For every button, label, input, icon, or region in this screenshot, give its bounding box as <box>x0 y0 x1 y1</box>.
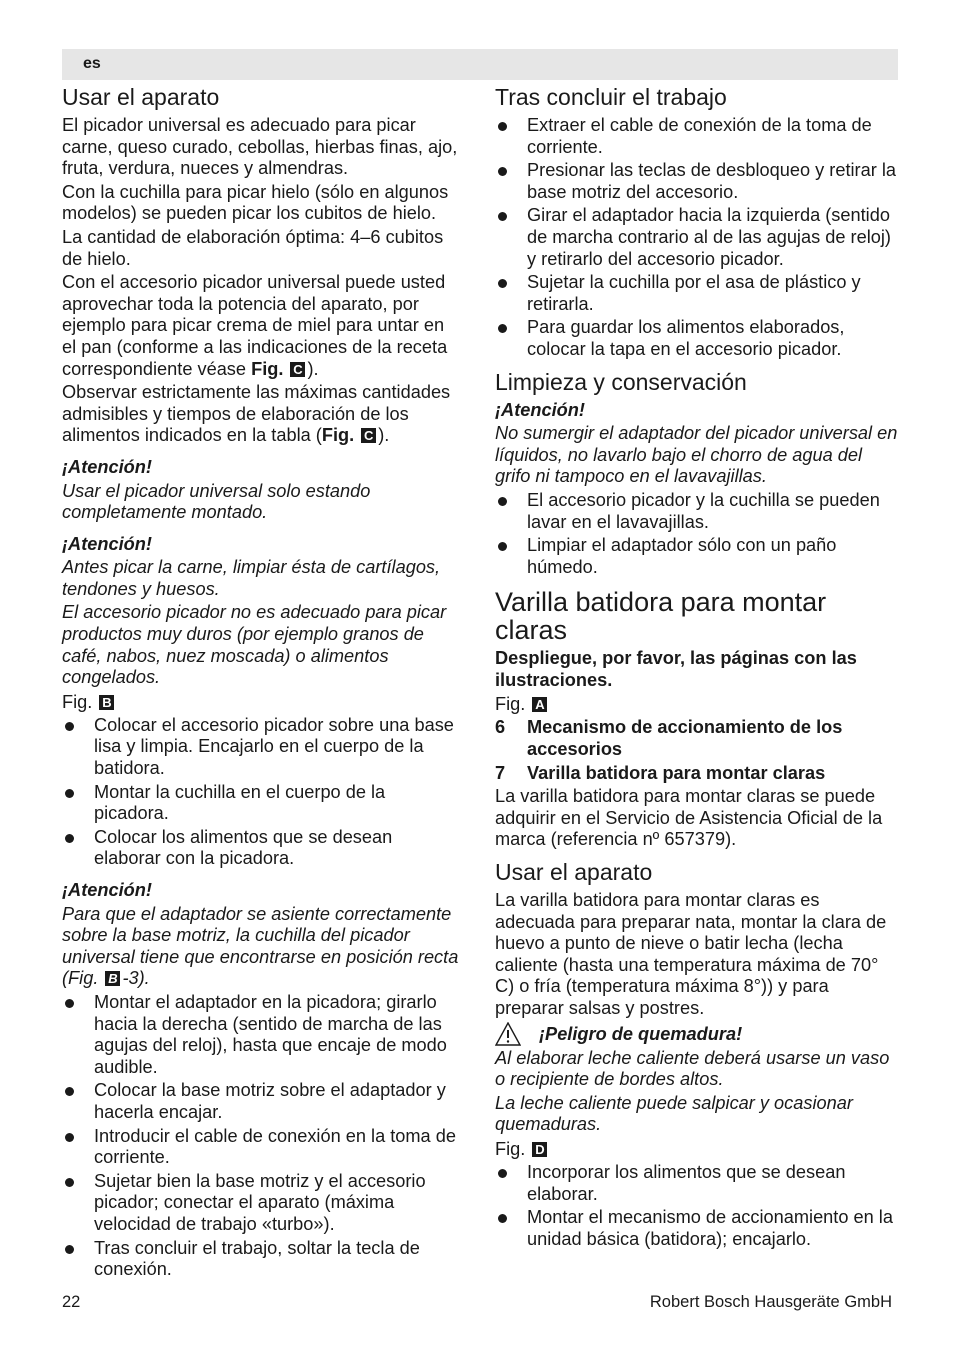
bullet-icon <box>65 834 74 843</box>
fig-d-box: D <box>532 1142 547 1157</box>
fig-reference: Fig. <box>321 425 355 446</box>
paragraph: Observar estrictamente las máximas cantidades admisibles y tiempos de elaboración de los alimentos indicados en la tabla (Fig. C ). <box>62 382 451 446</box>
bullet-icon <box>498 324 507 333</box>
attention-text: Antes picar la carne, limpiar ésta de cartílagos, tendones y huesos. <box>62 557 441 599</box>
attention-text: No sumergir el adaptador del picador universal en líquidos, no lavarlo bajo el chorro de agua del grifo ni tampoco en el lavavajillas. <box>495 423 898 487</box>
warning-line <box>495 1022 900 1046</box>
numbered-item: 7 Varilla batidora para montar claras <box>495 762 826 783</box>
attention-title: ¡Atención! <box>495 399 585 420</box>
attention-text: Para que el adaptador se asiente correctamente sobre la base motriz, la cuchilla del picador universal tiene que encontrarse en posición recta (Fig. B -3). <box>62 903 459 989</box>
list-item: Montar el mecanismo de accionamiento en la unidad básica (batidora); encajarlo. <box>495 1207 900 1250</box>
fig-b-box: B <box>99 695 114 710</box>
section-heading-usar: Usar el aparato <box>62 84 220 110</box>
paragraph: La varilla batidora para montar claras es adecuada para preparar nata, montar la clara de huevo a punto de nieve o batir lecha (lecha caliente (hasta una temperatura máxima de 70° C) o fría (temperatura máxima 8°)) y para preparar salsas y postres. <box>495 890 887 1018</box>
list-item: Presionar las teclas de desbloqueo y retirar la base motriz del accesorio. <box>495 160 900 203</box>
language-bar <box>62 49 898 80</box>
list-item: Montar la cuchilla en el cuerpo de la picadora. <box>62 782 462 825</box>
language-code: es <box>83 55 101 72</box>
list-item: Girar el adaptador hacia la izquierda (sentido de marcha contrario al de las agujas de reloj) y retirarlo del accesorio picador. <box>495 205 900 270</box>
danger-text: Al elaborar leche caliente deberá usarse un vaso o recipiente de bordes altos. <box>495 1047 890 1090</box>
fig-label: Fig. B <box>62 691 462 713</box>
bullet-icon <box>498 279 507 288</box>
danger-title: ¡Peligro de quemadura! <box>539 1023 743 1044</box>
bullet-icon <box>65 789 74 798</box>
fig-label: Fig. A <box>495 693 900 715</box>
danger-text: La leche caliente puede salpicar y ocasionar quemaduras. <box>495 1092 853 1135</box>
list-item: Montar el adaptador en la picadora; girarlo hacia la derecha (sentido de marcha de las agujas del reloj), hasta que encaje de modo audible. <box>62 992 462 1078</box>
list-item: Colocar el accesorio picador sobre una base lisa y limpia. Encajarlo en el cuerpo de la batidora. <box>62 715 462 780</box>
list-item: Incorporar los alimentos que se desean elaborar. <box>495 1162 900 1205</box>
instruction-list <box>62 715 462 870</box>
section-heading-limpieza: Limpieza y conservación <box>495 368 747 395</box>
bullet-icon <box>498 497 507 506</box>
list-item: El accesorio picador y la cuchilla se pueden lavar en el lavavajillas. <box>495 490 900 533</box>
attention-text: Usar el picador universal solo estando completamente montado. <box>62 480 371 523</box>
list-item: Para guardar los alimentos elaborados, colocar la tapa en el accesorio picador. <box>495 317 900 360</box>
bullet-icon <box>65 999 74 1008</box>
company-name: Robert Bosch Hausgeräte GmbH <box>649 1293 892 1311</box>
page-number: 22 <box>62 1293 81 1311</box>
bullet-icon <box>65 1087 74 1096</box>
bullet-icon <box>65 1178 74 1187</box>
paragraph: La cantidad de elaboración óptima: 4–6 cubitos de hielo. <box>62 226 444 269</box>
list-item: Colocar los alimentos que se desean elaborar con la picadora. <box>62 827 462 870</box>
section-heading-usar-2: Usar el aparato <box>495 859 653 886</box>
numbered-item: 6 Mecanismo de accionamiento de los accesorios <box>495 717 843 760</box>
left-column <box>62 82 462 1283</box>
instruction-list <box>495 490 900 578</box>
bullet-icon <box>498 1214 507 1223</box>
list-item: Introducir el cable de conexión en la toma de corriente. <box>62 1126 462 1169</box>
bullet-icon <box>498 122 507 131</box>
bullet-icon <box>65 1245 74 1254</box>
list-item: Sujetar la cuchilla por el asa de plástico y retirarla. <box>495 272 900 315</box>
instruction-list <box>62 992 462 1281</box>
right-column <box>495 82 900 1252</box>
instruction-list <box>495 115 900 361</box>
warning-triangle-icon <box>495 1022 521 1046</box>
list-item: Colocar la base motriz sobre el adaptador y hacerla encajar. <box>62 1080 462 1123</box>
fig-b-box: B <box>105 971 120 986</box>
attention-text: El accesorio picador no es adecuado para picar productos muy duros (por ejemplo granos de café, nabos, nuez moscada) o alimentos congelados. <box>62 602 447 688</box>
list-item: Limpiar el adaptador sólo con un paño húmedo. <box>495 535 900 578</box>
attention-title: ¡Atención! <box>62 456 152 477</box>
list-item: Extraer el cable de conexión de la toma de corriente. <box>495 115 900 158</box>
fig-c-box: C <box>290 362 305 377</box>
bullet-icon <box>498 1169 507 1178</box>
list-item: Sujetar bien la base motriz y el accesorio picador; conectar el aparato (máxima velocidad de trabajo «turbo»). <box>62 1171 462 1236</box>
bullet-icon <box>498 542 507 551</box>
paragraph: Con la cuchilla para picar hielo (sólo en algunos modelos) se pueden picar los cubitos de hielo. <box>62 181 449 224</box>
instruction-list <box>495 1162 900 1250</box>
bullet-icon <box>65 1133 74 1142</box>
bullet-icon <box>65 722 74 731</box>
fold-out-note: Despliegue, por favor, las páginas con las ilustraciones. <box>495 648 857 690</box>
paragraph: Con el accesorio picador universal puede usted aprovechar toda la potencia del aparato, por ejemplo para picar crema de miel para untar en el pan (conforme a las indicaciones de la receta correspondiente véase Fig. C ). <box>62 272 448 379</box>
bullet-icon <box>498 212 507 221</box>
attention-title: ¡Atención! <box>62 533 152 554</box>
bullet-icon <box>498 167 507 176</box>
fig-c-box: C <box>361 428 376 443</box>
main-heading-varilla: Varilla batidora para montar claras <box>495 587 827 646</box>
paragraph: La varilla batidora para montar claras se puede adquirir en el Servicio de Asistencia Oficial de la marca (referencia nº 657379). <box>495 786 883 850</box>
attention-title: ¡Atención! <box>62 880 152 900</box>
paragraph: El picador universal es adecuado para picar carne, queso curado, cebollas, hierbas finas, ajo, fruta, verdura, nueces y almendras. <box>62 115 458 179</box>
fig-reference: Fig. <box>251 358 284 379</box>
fig-label: Fig. D <box>495 1138 900 1160</box>
list-item: Tras concluir el trabajo, soltar la tecla de conexión. <box>62 1238 462 1281</box>
fig-a-box: A <box>532 697 547 712</box>
section-heading-tras: Tras concluir el trabajo <box>495 84 727 110</box>
